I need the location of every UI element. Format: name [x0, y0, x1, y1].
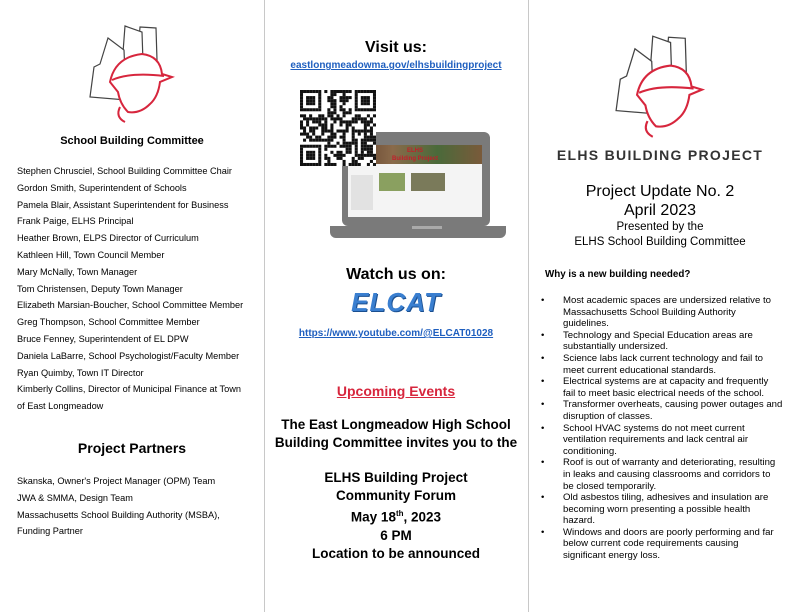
partners-list — [17, 473, 220, 540]
presenter: ELHS School Building Committee — [574, 236, 746, 248]
invite-line: Building Committee invites you to the — [274, 435, 518, 450]
reason-item: • Most academic spaces are undersized relative to Massachusetts School Building Authority guidelines. — [533, 295, 783, 330]
committee-heading: School Building Committee — [60, 135, 204, 147]
reason-item: • Windows and doors are poorly performing and far below current code requirements causing significant energy loss. — [533, 527, 783, 562]
partner-item: Skanska, Owner's Project Manager (OPM) Team — [17, 476, 216, 486]
site-title-line2: Building Project — [391, 156, 438, 162]
committee-members-list — [17, 163, 243, 415]
member-item: Greg Thompson, School Committee Member — [17, 317, 200, 328]
reason-item: • School HVAC systems do not meet current ventilation requirements and lack central air conditioning. — [533, 423, 783, 458]
elhs-logo-icon — [603, 32, 713, 142]
presented-by: Presented by the — [616, 221, 704, 233]
events-heading: Upcoming Events — [336, 383, 456, 399]
event-details — [264, 469, 528, 563]
member-item: of East Longmeadow — [17, 401, 104, 412]
partner-item: JWA & SMMA, Design Team — [17, 492, 133, 503]
member-item: Ryan Quimby, Town IT Director — [17, 367, 144, 378]
member-item: Frank Paige, ELHS Principal — [17, 216, 134, 227]
youtube-link[interactable]: https://www.youtube.com/@ELCAT01028 — [298, 328, 494, 339]
reasons-list — [533, 295, 783, 562]
why-heading: Why is a new building needed? — [545, 269, 691, 280]
invite-line: The East Longmeadow High School — [281, 417, 511, 432]
partner-item: Massachusetts School Building Authority (MSBA), — [17, 509, 220, 520]
visit-heading: Visit us: — [365, 39, 427, 56]
member-item: Kimberly Collins, Director of Municipal Finance at Town — [17, 384, 241, 395]
reason-item: • Roof is out of warranty and deteriorating, resulting in leaks and causing classrooms and corridors to be closed temporarily. — [533, 457, 783, 492]
member-item: Kathleen Hill, Town Council Member — [17, 249, 165, 260]
member-item: Gordon Smith, Superintendent of Schools — [17, 182, 187, 193]
member-item: Pamela Blair, Assistant Superintendent for Business — [17, 199, 229, 210]
member-item: Mary McNally, Town Manager — [17, 266, 138, 277]
left-panel — [0, 0, 264, 612]
member-item: Daniela LaBarre, School Psychologist/Faculty Member — [17, 350, 240, 361]
event-time: 6 PM — [380, 527, 412, 543]
member-item: Heather Brown, ELPS Director of Curriculum — [17, 233, 199, 244]
member-item: Tom Christensen, Deputy Town Manager — [17, 283, 183, 294]
update-date: April 2023 — [623, 202, 697, 219]
reason-item: • Science labs lack current technology and fail to meet current educational standards. — [533, 353, 783, 376]
member-item: Bruce Fenney, Superintendent of EL DPW — [17, 333, 189, 344]
middle-panel — [264, 0, 528, 612]
update-title: Project Update No. 2 — [585, 183, 735, 200]
reason-item: • Electrical systems are at capacity and frequently fail to meet basic electrical needs of the school. — [533, 376, 783, 399]
event-date: May 18th, 2023 — [350, 509, 442, 525]
reason-item: • Technology and Special Education areas are substantially undersized. — [533, 330, 783, 353]
partners-heading: Project Partners — [77, 440, 187, 456]
site-title-line1: ELHS — [406, 148, 423, 154]
member-item: Elizabeth Marsian-Boucher, School Committee Member — [17, 300, 244, 311]
brand-title: ELHS BUILDING PROJECT — [556, 147, 764, 163]
right-panel — [528, 0, 792, 612]
event-location: Location to be announced — [312, 545, 480, 561]
member-item: Stephen Chrusciel, School Building Committee Chair — [17, 166, 232, 176]
reason-item: • Transformer overheats, causing power outages and disruption of classes. — [533, 399, 783, 422]
event-name: ELHS Building Project — [324, 470, 468, 485]
event-type: Community Forum — [336, 488, 456, 503]
laptop-notch — [412, 226, 442, 229]
invite-text — [264, 416, 528, 452]
elhs-logo-icon — [80, 22, 180, 127]
watch-heading: Watch us on: — [346, 266, 446, 283]
reason-item: • Old asbestos tiling, adhesives and insulation are becoming worn presenting a possible health hazard. — [533, 492, 783, 527]
website-link[interactable]: eastlongmeadowma.gov/elhsbuildingproject — [290, 60, 502, 71]
qr-code-icon[interactable] — [300, 90, 376, 166]
partner-item: Funding Partner — [17, 526, 83, 537]
elcat-logo: ELCAT — [351, 287, 441, 317]
